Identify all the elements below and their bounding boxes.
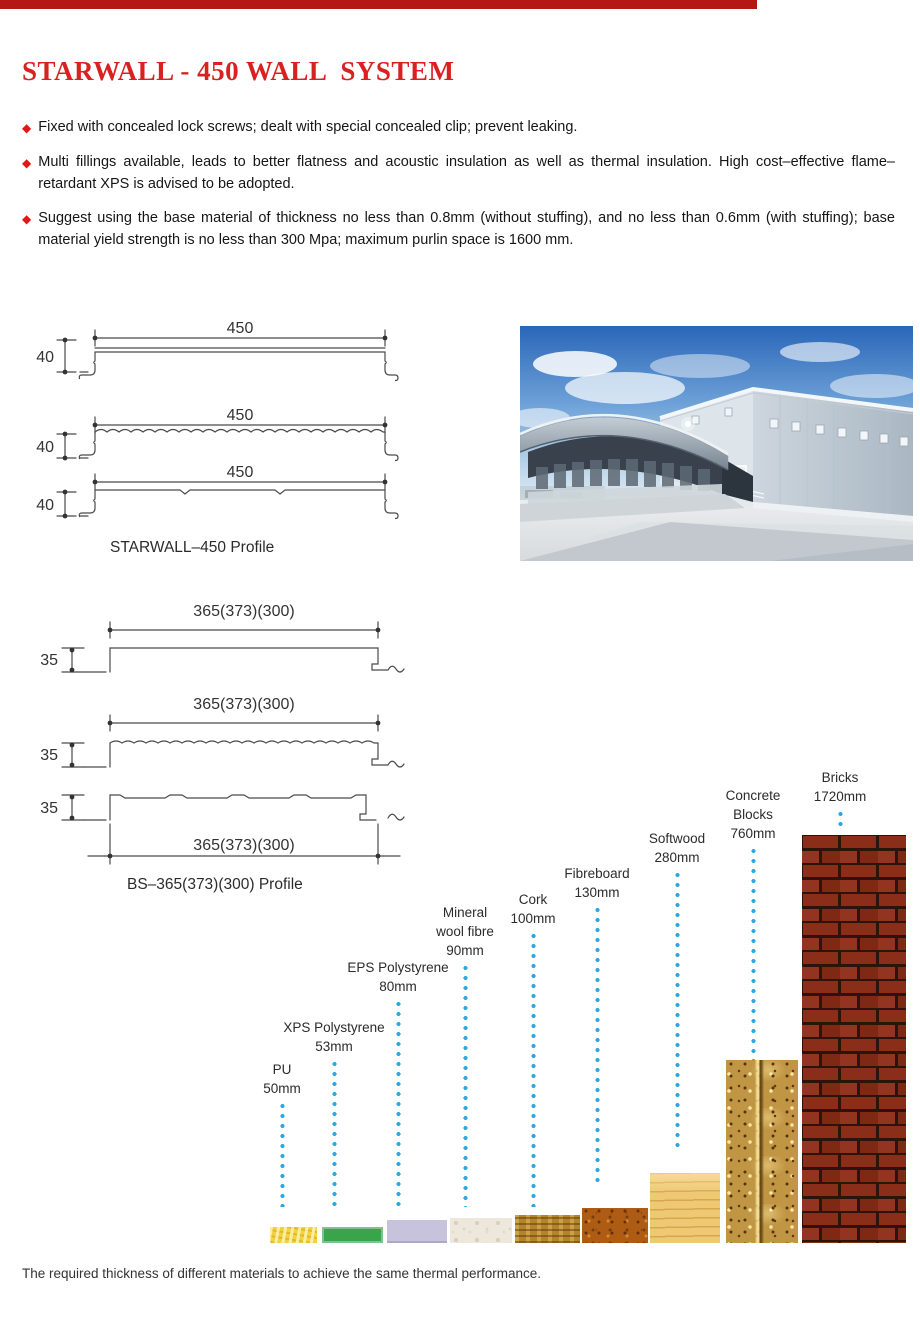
diamond-bullet-icon: ◆ bbox=[22, 212, 32, 226]
chart-dotted-line bbox=[751, 848, 756, 1069]
chart-bar-fibre bbox=[582, 1208, 648, 1243]
chart-dotted-line bbox=[838, 811, 843, 832]
chart-column-label: Softwood 280mm bbox=[648, 831, 706, 865]
chart-column-label: XPS Polystyrene 53mm bbox=[283, 1020, 385, 1054]
bullet-text: Multi fillings available, leads to better flatness and acoustic insulation as well as thermal insulation. High cost–effective flame– retardant XPS is advised to be adopted. bbox=[38, 154, 895, 192]
diamond-bullet-icon: ◆ bbox=[22, 156, 32, 170]
dim-width-label: 450 bbox=[226, 464, 254, 481]
dim-width-label: 365(373)(300) bbox=[193, 696, 295, 713]
bullet-text: Suggest using the base material of thickness no less than 0.8mm (without stuffing), and no less than 0.6mm (with stuffing); base material yield strength is no less than 300 Mpa; maximum purlin space is 1600 mm. bbox=[38, 210, 895, 248]
chart-column-label: Concrete Blocks 760mm bbox=[725, 788, 781, 841]
chart-dotted-line bbox=[332, 1061, 337, 1207]
bullet-item bbox=[22, 151, 895, 195]
chart-bar-xps bbox=[322, 1227, 383, 1243]
chart-dotted-line bbox=[280, 1103, 285, 1207]
bullet-item bbox=[22, 207, 895, 251]
dim-width-label: 450 bbox=[226, 407, 254, 424]
bullet-text: Fixed with concealed lock screws; dealt with special concealed clip; prevent leaking. bbox=[38, 119, 578, 135]
chart-dotted-line bbox=[463, 965, 468, 1207]
dim-height-label: 40 bbox=[36, 349, 54, 366]
dim-height-label: 40 bbox=[36, 497, 54, 514]
dim-height-label: 35 bbox=[40, 652, 58, 669]
chart-column-label: Cork 100mm bbox=[510, 892, 556, 926]
starwall-profile-caption: STARWALL–450 Profile bbox=[110, 539, 275, 556]
chart-bar-eps bbox=[387, 1220, 447, 1243]
chart-column-label: Mineral wool fibre 90mm bbox=[436, 905, 494, 958]
chart-caption: The required thickness of different materials to achieve the same thermal performance. bbox=[22, 1266, 542, 1281]
dim-height-label: 35 bbox=[40, 800, 58, 817]
chart-column-label: Bricks 1720mm bbox=[813, 770, 867, 804]
chart-dotted-line bbox=[396, 1001, 401, 1207]
starwall-450-profile-drawing bbox=[28, 312, 498, 562]
chart-bar-concrete bbox=[726, 1060, 798, 1243]
dim-height-label: 35 bbox=[40, 747, 58, 764]
chart-dotted-line bbox=[675, 872, 680, 1148]
chart-column-label: PU 50mm bbox=[263, 1062, 301, 1096]
bs-profile-drawing bbox=[28, 592, 498, 892]
dim-width-label: 365(373)(300) bbox=[193, 603, 295, 620]
chart-bar-mineral bbox=[450, 1218, 512, 1243]
chart-bar-pu bbox=[270, 1227, 317, 1243]
chart-column-label: Fibreboard 130mm bbox=[564, 866, 630, 900]
bs-profile-caption: BS–365(373)(300) Profile bbox=[127, 876, 303, 893]
dim-width-label: 450 bbox=[226, 320, 254, 337]
bullet-list bbox=[22, 116, 895, 263]
bullet-item bbox=[22, 116, 895, 139]
chart-column-label: EPS Polystyrene 80mm bbox=[347, 960, 449, 994]
chart-bar-bricks bbox=[802, 835, 906, 1243]
top-red-bar bbox=[0, 0, 757, 9]
chart-bar-cork bbox=[515, 1215, 580, 1243]
dim-width-label: 365(373)(300) bbox=[193, 837, 295, 854]
diamond-bullet-icon: ◆ bbox=[22, 121, 32, 135]
chart-dotted-line bbox=[595, 907, 600, 1186]
chart-dotted-line bbox=[531, 933, 536, 1207]
building-photo bbox=[520, 326, 913, 561]
dim-height-label: 40 bbox=[36, 439, 54, 456]
page-title: STARWALL - 450 WALL SYSTEM bbox=[22, 56, 455, 86]
chart-bar-softwood bbox=[650, 1173, 720, 1243]
